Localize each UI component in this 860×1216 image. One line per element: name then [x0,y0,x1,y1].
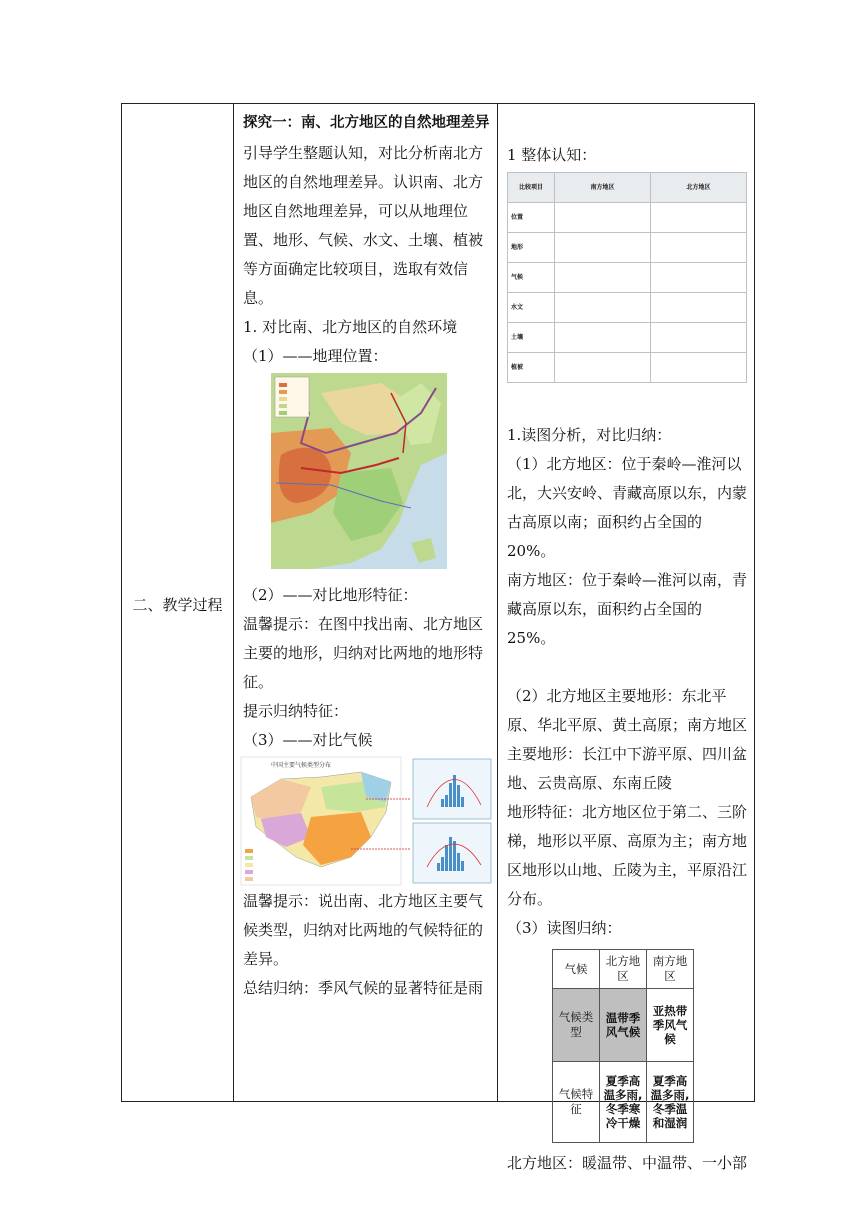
read-summary-heading: （3）读图归纳： [507,919,622,937]
climate-feature-north: 夏季高温多雨,冬季寒冷干燥 [600,1062,647,1143]
intro-paragraph: 引导学生整题认知，对比分析南北方地区的自然地理差异。认识南、北方地区自然地理差异，可以从地理位置、地形、气候、水文、土壤、植被等方面确定比较项目，选取有效信息。 [243,144,484,307]
overall-heading: 1 整体认知： [507,146,597,164]
answer-column [507,108,751,1172]
climate-feature-label: 气候特征 [553,1062,600,1143]
item-1: 1. 对比南、北方地区的自然环境 [243,318,458,336]
climate-header-north: 北方地区 [600,950,647,989]
table-row [508,293,747,323]
compare-row-label: 地形 [508,233,555,263]
climate-header-label: 气候 [553,950,600,989]
tip-climate: 温馨提示：说出南、北方地区主要气候类型，归纳对比两地的气候特征的差异。 [243,892,484,968]
climate-header-south: 南方地区 [647,950,694,989]
read-map-title: 1.读图分析，对比归纳： [507,426,672,444]
china-terrain-map [271,373,493,579]
climate-feature-south: 夏季高温多雨,冬季温和湿润 [647,1062,694,1143]
climate-feature-row [553,1062,694,1143]
climate-type-row [553,989,694,1062]
activity-column [243,108,493,1098]
north-description: （1）北方地区：位于秦岭—淮河以北，大兴安岭、青藏高原以东，内蒙古高原以南；面积约占全国的 20%。 [507,455,748,560]
section-heading: 探究一：南、北方地区的自然地理差异 [243,115,490,131]
landform-description: （2）北方地区主要地形：东北平原、华北平原、黄土高原；南方地区主要地形：长江中下游平原、四川盆地、云贵高原、东南丘陵 [507,687,748,792]
tip-summary-prompt: 提示归纳特征： [243,702,349,720]
table-row [508,323,747,353]
table-row [508,263,747,293]
compare-row-label: 植被 [508,353,555,383]
compare-row-label: 土壤 [508,323,555,353]
sub-item-climate: （3）——对比气候 [243,731,373,749]
table-row [508,233,747,263]
compare-row-label: 位置 [508,203,555,233]
climate-map-figure [241,757,493,885]
comparison-header-row [508,173,747,203]
sub-item-location: （1）——地理位置： [243,347,388,365]
terrain-map-svg [271,373,447,569]
table-row [508,353,747,383]
climate-table [552,949,694,1143]
tail-text: 北方地区：暖温带、中温带、一小部 [507,1154,748,1172]
climate-header-row [553,950,694,989]
table-row [508,203,747,233]
column-divider-2 [497,103,498,1102]
compare-header-item: 比较项目 [508,173,555,203]
climate-type-north: 温带季风气候 [600,989,647,1062]
compare-row-label: 水文 [508,293,555,323]
row-label: 二、教学过程 [132,596,223,614]
comparison-table [507,172,747,383]
compare-header-south: 南方地区 [555,173,651,203]
column-divider-1 [233,103,234,1102]
row-label-cell [122,104,233,1101]
climate-map-title: 中国主要气候类型分布 [271,762,332,769]
climate-map-svg [241,757,493,885]
sub-item-landform: （2）——对比地形特征： [243,586,418,604]
south-description: 南方地区：位于秦岭—淮河以南，青藏高原以东，面积约占全国的 25%。 [507,571,748,647]
compare-header-north: 北方地区 [651,173,747,203]
compare-row-label: 气候 [508,263,555,293]
landform-feature: 地形特征：北方地区位于第二、三阶梯，地形以平原、高原为主；南方地区地形以山地、丘陵为主，平原沿江分布。 [507,803,748,908]
climate-type-south: 亚热带季风气候 [647,989,694,1062]
summary-line: 总结归纳：季风气候的显著特征是雨 [243,979,484,997]
tip-landform: 温馨提示：在图中找出南、北方地区主要的地形，归纳对比两地的地形特征。 [243,615,484,691]
climate-type-label: 气候类型 [553,989,600,1062]
